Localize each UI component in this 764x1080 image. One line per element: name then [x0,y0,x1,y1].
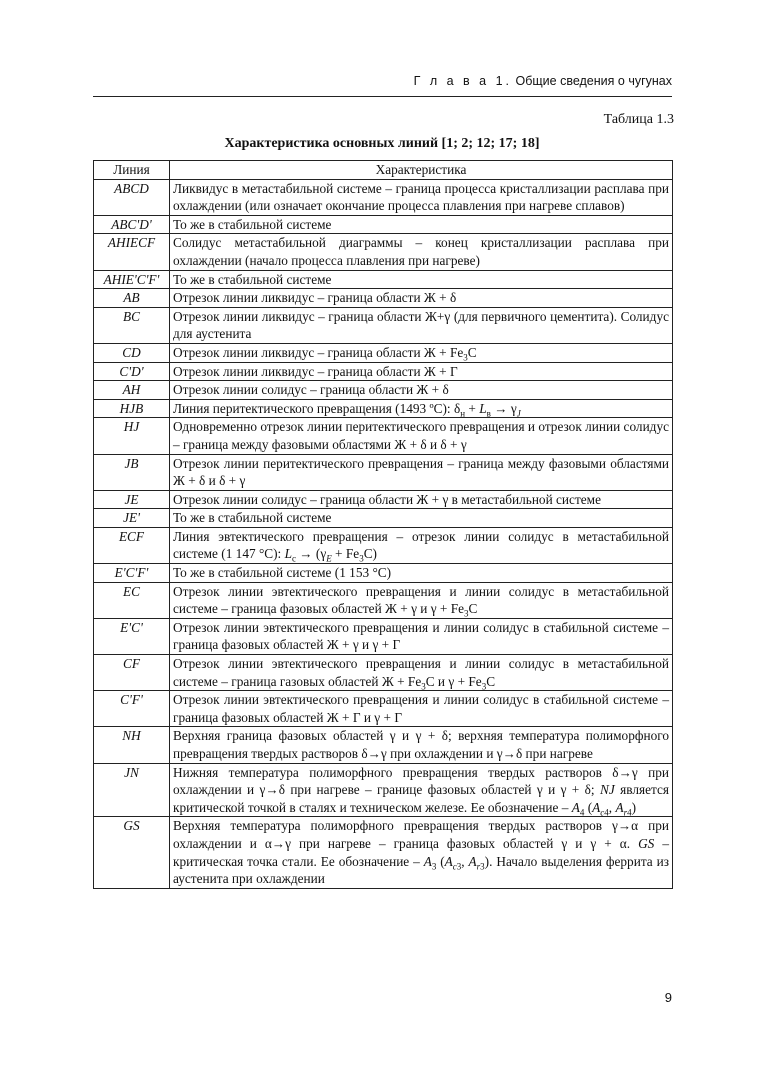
line-name-cell: HJ [94,418,170,454]
line-name-cell: JE' [94,509,170,528]
line-description-cell: То же в стабильной системе (1 153 °С) [170,564,673,583]
line-description-cell: Отрезок линии эвтектического превращения и линии солидус в метастабильной системе – граница фазовых областей Ж + γ и $\gamma + Fe_3C$ [170,582,673,618]
line-name-cell: CF [94,655,170,691]
table-row [94,381,673,400]
line-description-cell: Отрезок линии ликвидус – граница области Ж + δ [170,289,673,308]
page-number: 9 [664,990,672,1005]
table-row [94,655,673,691]
line-description-cell: То же в стабильной системе [170,509,673,528]
line-description-cell: Ликвидус в метастабильной системе – граница процесса кристаллизации расплава при охлаждении (или означает окончание процесса плавления при нагреве сплавов) [170,179,673,215]
table-row [94,691,673,727]
line-name-cell: JN [94,763,170,817]
line-name-cell: HJB [94,399,170,418]
table-row [94,418,673,454]
line-name-cell: AB [94,289,170,308]
lines-table [93,160,673,889]
line-description-cell: Отрезок линии ликвидус – граница области Ж + Г [170,362,673,381]
line-name-cell: ECF [94,527,170,563]
line-description-cell: Отрезок линии эвтектического превращения и линии солидус в стабильной системе – граница фазовых областей Ж + γ и γ + Г [170,618,673,654]
line-description-cell: Отрезок линии эвтектического превращения и линии солидус в стабильной системе – граница фазовых областей Ж + Г и γ + Г [170,691,673,727]
line-name-cell: EC [94,582,170,618]
line-description-cell: Линия перитектического превращения (1493 ºС): $\delta_н + L_в \to \gamma_J$ [170,399,673,418]
table-row [94,582,673,618]
table-title: Характеристика основных линий [1; 2; 12; 17; 18] [224,136,540,151]
line-description-cell: То же в стабильной системе [170,270,673,289]
line-description-cell: То же в стабильной системе [170,215,673,234]
line-description-cell: Отрезок линии перитектического превращения – граница между фазовыми областями Ж + δ и δ + γ [170,454,673,490]
line-name-cell: E'C'F' [94,564,170,583]
line-name-cell: ABC'D' [94,215,170,234]
table-row [94,817,673,888]
line-description-cell: Отрезок линии эвтектического превращения и линии солидус в метастабильной системе – граница газовых областей $Ж + Fe_3C$ и $\gamma + Fe_3C$ [170,655,673,691]
line-name-cell: GS [94,817,170,888]
line-name-cell: C'F' [94,691,170,727]
table-row [94,289,673,308]
table-body [94,179,673,888]
line-name-cell: AHIECF [94,234,170,270]
line-description-cell: Солидус метастабильной диаграммы – конец кристаллизации расплава при охлаждении (начало процесса плавления при нагреве) [170,234,673,270]
line-name-cell: BC [94,307,170,343]
line-name-cell: AHIE'C'F' [94,270,170,289]
table-row [94,727,673,763]
line-name-cell: AH [94,381,170,400]
line-description-cell: Отрезок линии солидус – граница области Ж + γ в метастабильной системе [170,490,673,509]
table-number: Таблица 1.3 [603,112,674,127]
line-description-cell: Отрезок линии ликвидус – граница области Ж+γ (для первичного цементита). Солидус для аустенита [170,307,673,343]
table-row [94,215,673,234]
table-row [94,307,673,343]
chapter-label: Г л а в а 1. [413,74,513,88]
table-row [94,564,673,583]
table-row [94,179,673,215]
line-description-cell: Линия эвтектического превращения – отрезок линии солидус в метастабильной системе (1 147 °С): $L_c \to (\gamma_E + Fe_3C)$ [170,527,673,563]
table-row [94,509,673,528]
column-header-line: Линия [94,161,170,180]
line-description-cell: Одновременно отрезок линии перитектического превращения и отрезок линии солидус – граница между фазовыми областями Ж + δ и δ + γ [170,418,673,454]
chapter-title: Общие сведения о чугунах [515,74,672,88]
line-name-cell: ABCD [94,179,170,215]
line-description-cell: Отрезок линии ликвидус – граница области $Ж + Fe_3C$ [170,343,673,362]
table-row [94,763,673,817]
table-row [94,362,673,381]
table-header-row [94,161,673,180]
table-row [94,270,673,289]
line-description-cell: Верхняя температура полиморфного превращения твердых растворов γ→α при охлаждении и α→γ при нагреве – граница фазовых областей γ и γ + α. GS – критическая точка стали. Ее обозначение – $A_3$ ($A_{c3}$, $A_{r3}$). Начало выделения феррита из аустенита при охлаждении [170,817,673,888]
table-row [94,234,673,270]
line-name-cell: E'C' [94,618,170,654]
running-head [93,72,672,97]
table-row [94,399,673,418]
line-name-cell: JB [94,454,170,490]
line-description-cell: Верхняя граница фазовых областей γ и γ + δ; верхняя температура полиморфного превращения твердых растворов δ→γ при охлаждении и γ→δ при нагреве [170,727,673,763]
table-row [94,527,673,563]
line-name-cell: JE [94,490,170,509]
line-name-cell: C'D' [94,362,170,381]
table-row [94,343,673,362]
table-row [94,618,673,654]
line-description-cell: Отрезок линии солидус – граница области Ж + δ [170,381,673,400]
column-header-characteristic: Характеристика [170,161,673,180]
line-name-cell: NH [94,727,170,763]
line-name-cell: CD [94,343,170,362]
table-row [94,490,673,509]
line-description-cell: Нижняя температура полиморфного превращения твердых растворов δ→γ при охлаждении и γ→δ при нагреве – границе фазовых областей γ и γ + δ; NJ является критической точкой в сталях и техническом железе. Ее обозначение – $A_4$ ($A_{c4}$, $A_{r4}$) [170,763,673,817]
table-row [94,454,673,490]
